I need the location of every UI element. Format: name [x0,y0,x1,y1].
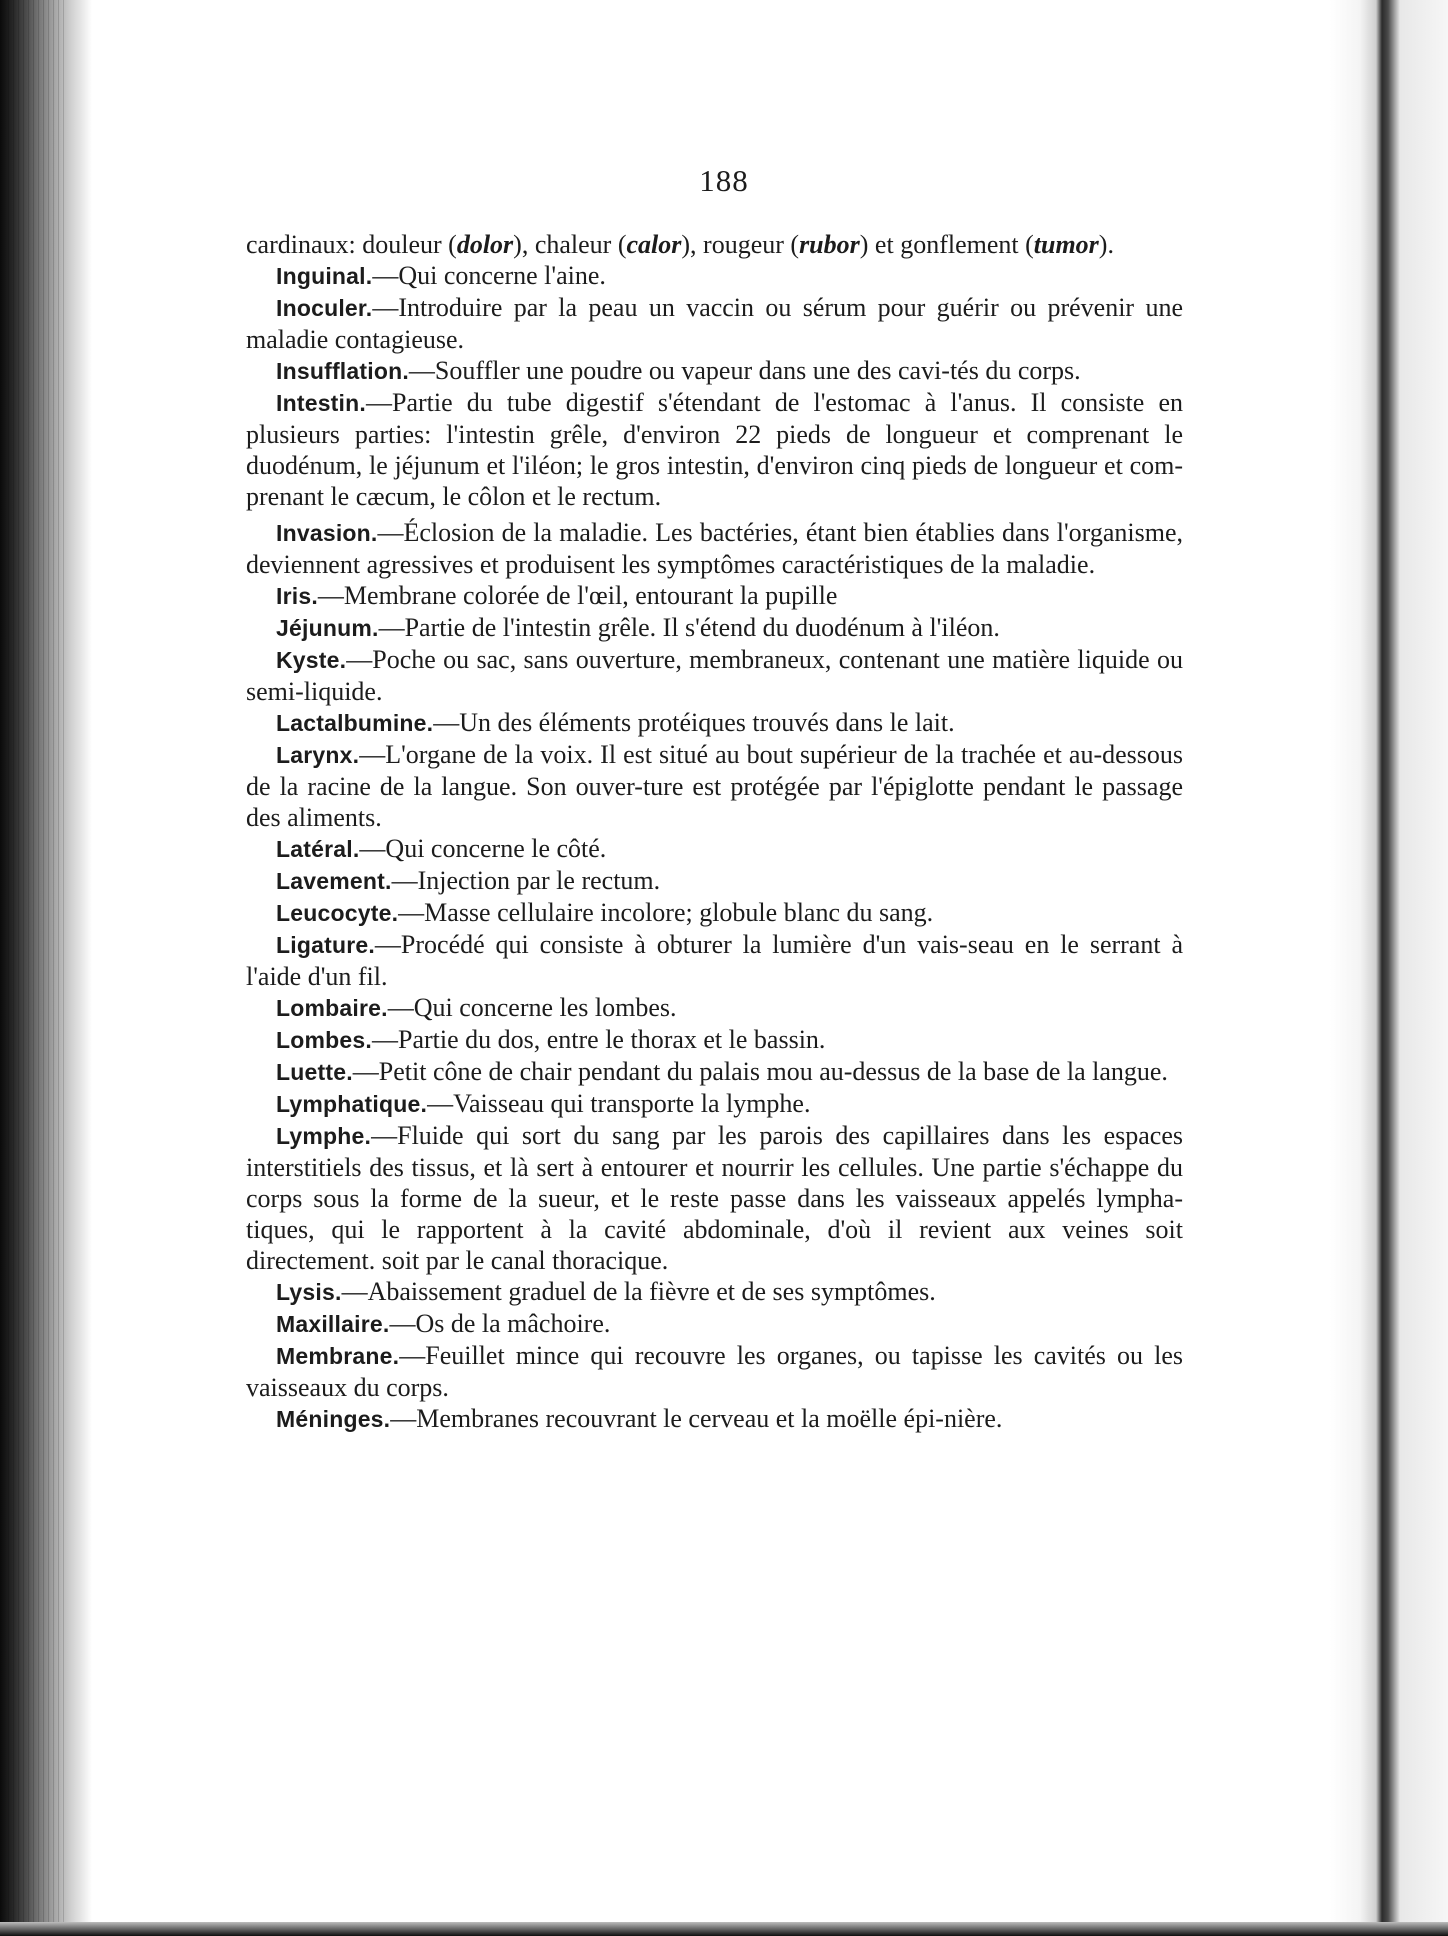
intro-term-calor: calor [626,230,682,259]
glossary-entry-lactalbumine [246,707,1183,739]
glossary-term: Membrane. [276,1343,400,1369]
glossary-definition: —Un des éléments protéiques trouvés dans le lait. [433,708,955,737]
intro-term-tumor: tumor [1033,230,1099,259]
glossary-definition: —Qui concerne l'aine. [372,261,606,290]
glossary-entry-lymphatique [246,1088,1183,1120]
glossary-term: Inoculer. [276,295,373,321]
intro-term-rubor: rubor [799,230,860,259]
glossary-term: Lombaire. [276,995,388,1021]
glossary-term: Iris. [276,583,318,609]
glossary-term: Méninges. [276,1406,391,1432]
glossary-definition: —Partie de l'intestin grêle. Il s'étend du duodénum à l'iléon. [378,613,1000,642]
glossary-definition: —Os de la mâchoire. [389,1309,611,1338]
glossary-definition: —Partie du tube digestif s'étendant de l'estomac à l'anus. Il consiste en plusieurs parties: l'intestin grêle, d'environ 22 pieds de longueur et comprenant le duodénum, le jéjunum et l'iléon; le gros intestin, d'environ cinq pieds de longueur et com-prenant le cæcum, le côlon et le rectum. [246,388,1183,511]
glossary-term: Lavement. [276,868,392,894]
glossary-term: Lombes. [276,1027,372,1053]
glossary-entry-larynx [246,739,1183,833]
glossary-term: Ligature. [276,932,375,958]
glossary-term: Latéral. [276,836,360,862]
glossary-definition: —Membrane colorée de l'œil, entourant la pupille [317,581,838,610]
glossary-definition: —Poche ou sac, sans ouverture, membraneux, contenant une matière liquide ou semi-liquide. [246,645,1183,706]
glossary-entry-lombes [246,1024,1183,1056]
glossary-definition: —Introduire par la peau un vaccin ou sérum pour guérir ou prévenir une maladie contagieuse. [246,293,1183,354]
glossary-definition: —Éclosion de la maladie. Les bactéries, étant bien établies dans l'organisme, deviennent agressives et produisent les symptômes caractéristiques de la maladie. [246,518,1183,579]
glossary-term: Maxillaire. [276,1311,390,1337]
intro-text-4: ) et gonflement ( [859,230,1034,259]
intro-term-dolor: dolor [456,230,514,259]
glossary-definition: —Vaisseau qui transporte la lymphe. [427,1089,811,1118]
glossary-term: Intestin. [276,390,366,416]
glossary-entry-inoculer [246,292,1183,355]
intro-text-1: cardinaux: douleur ( [246,230,457,259]
glossary-entry-inguinal [246,260,1183,292]
glossary-definition: —L'organe de la voix. Il est situé au bout supérieur de la trachée et au-dessous de la racine de la langue. Son ouver-ture est protégée par l'épiglotte pendant le passage des aliments. [246,740,1183,832]
glossary-term: Lysis. [276,1279,342,1305]
glossary-definition: —Qui concerne les lombes. [387,993,677,1022]
glossary-entry-lavement [246,865,1183,897]
glossary-entry-ligature [246,929,1183,992]
glossary-entry-insufflation [246,355,1183,387]
glossary-definition: —Souffler une poudre ou vapeur dans une des cavi-tés du corps. [408,356,1081,385]
glossary-definition: —Qui concerne le côté. [359,834,607,863]
glossary-term: Lactalbumine. [276,710,434,736]
glossary-entry-membrane [246,1340,1183,1403]
glossary-entry-kyste [246,644,1183,707]
glossary-definition: —Injection par le rectum. [391,866,661,895]
glossary-entry-meninges [246,1403,1183,1435]
intro-text-2: ), chaleur ( [513,230,627,259]
intro-text-5: ). [1098,230,1114,259]
glossary-term: Larynx. [276,742,360,768]
glossary-entry-luette [246,1056,1183,1088]
glossary-entry-intestin [246,387,1183,512]
glossary-entry-leucocyte [246,897,1183,929]
glossary-definition: —Fluide qui sort du sang par les parois des capillaires dans les espaces interstitiels des tissus, et là sert à entourer et nourrir les cellules. Une partie s'échappe du corps sous la forme de la sueur, et le reste passe dans les vaisseaux appelés lympha-tiques, qui le rapportent à la cavité abdominale, d'où il revient aux veines soit directement. soit par le canal thoracique. [246,1121,1183,1275]
glossary-definition: —Masse cellulaire incolore; globule blanc du sang. [398,898,934,927]
glossary-term: Inguinal. [276,263,373,289]
glossary-entry-jejunum [246,612,1183,644]
page-number: 188 [699,163,749,198]
glossary-definition: —Partie du dos, entre le thorax et le bassin. [371,1025,826,1054]
page-binding-lines [8,0,68,1936]
glossary-definition: —Petit cône de chair pendant du palais mou au-dessus de la base de la langue. [352,1057,1168,1086]
glossary-text [246,229,1183,1435]
glossary-term: Luette. [276,1059,353,1085]
glossary-term: Jéjunum. [276,615,379,641]
glossary-entry-iris [246,580,1183,612]
continued-entry [246,229,1183,260]
glossary-entry-lymphe [246,1120,1183,1276]
glossary-term: Leucocyte. [276,900,399,926]
glossary-term: Lymphe. [276,1123,372,1149]
glossary-term: Invasion. [276,520,378,546]
glossary-term: Kyste. [276,647,347,673]
glossary-entry-lysis [246,1276,1183,1308]
glossary-term: Lymphatique. [276,1091,428,1117]
glossary-entry-maxillaire [246,1308,1183,1340]
glossary-definition: —Feuillet mince qui recouvre les organes, ou tapisse les cavités ou les vaisseaux du corps. [246,1341,1183,1402]
glossary-entry-invasion [246,517,1183,580]
glossary-definition: —Membranes recouvrant le cerveau et la moëlle épi-nière. [390,1404,1003,1433]
intro-text-3: ), rougeur ( [681,230,800,259]
glossary-definition: —Procédé qui consiste à obturer la lumière d'un vais-seau en le serrant à l'aide d'un fil. [246,930,1183,991]
glossary-term: Insufflation. [276,358,409,384]
glossary-definition: —Abaissement graduel de la fièvre et de ses symptômes. [341,1277,936,1306]
glossary-entry-lombaire [246,992,1183,1024]
page-bottom-edge [0,1922,1448,1936]
glossary-entry-lateral [246,833,1183,865]
page-right-edge [1330,0,1448,1936]
